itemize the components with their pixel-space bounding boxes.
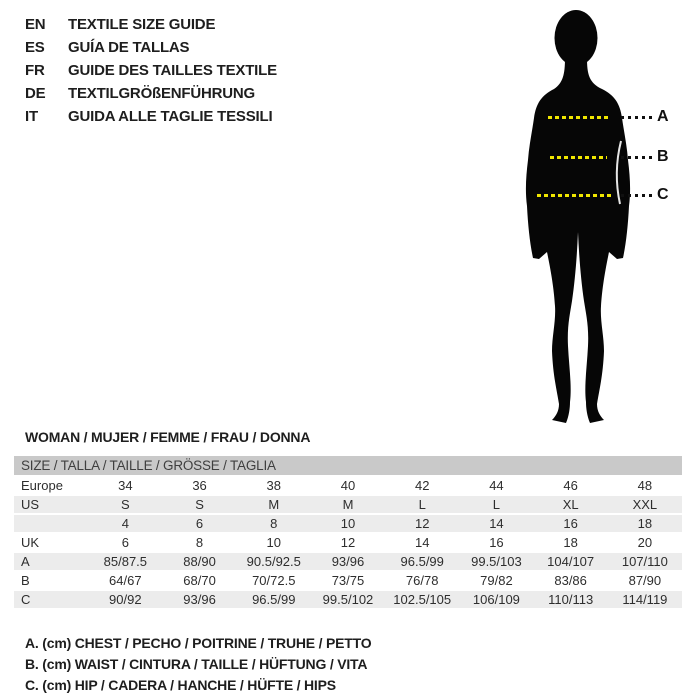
language-row bbox=[25, 13, 277, 36]
size-cell: 93/96 bbox=[311, 552, 385, 571]
size-cell: 14 bbox=[459, 514, 533, 533]
woman-silhouette-icon bbox=[492, 6, 662, 426]
size-cell: 106/109 bbox=[459, 590, 533, 609]
size-cell: 87/90 bbox=[608, 571, 682, 590]
language-code: ES bbox=[25, 39, 45, 56]
size-cell: 16 bbox=[459, 533, 533, 552]
language-row bbox=[25, 59, 277, 82]
size-cell: 10 bbox=[237, 533, 311, 552]
waist-line-label: B bbox=[657, 148, 669, 165]
table-row bbox=[14, 495, 682, 514]
size-cell: S bbox=[88, 495, 162, 514]
legend-line: B. (cm) WAIST / CINTURA / TAILLE / HÜFTUNG / VITA bbox=[25, 656, 368, 672]
size-cell: 40 bbox=[311, 476, 385, 495]
language-guide-title: GUIDA ALLE TAGLIE TESSILI bbox=[68, 108, 273, 125]
size-cell: 38 bbox=[237, 476, 311, 495]
row-label: C bbox=[14, 590, 88, 609]
chest-line-label: A bbox=[657, 108, 669, 125]
size-cell: XXL bbox=[608, 495, 682, 514]
size-cell: 70/72.5 bbox=[237, 571, 311, 590]
language-row bbox=[25, 36, 277, 59]
table-row bbox=[14, 590, 682, 609]
table-row bbox=[14, 552, 682, 571]
size-cell: 12 bbox=[311, 533, 385, 552]
table-row bbox=[14, 514, 682, 533]
language-row bbox=[25, 82, 277, 105]
size-cell: 42 bbox=[385, 476, 459, 495]
section-title-woman: WOMAN / MUJER / FEMME / FRAU / DONNA bbox=[25, 429, 311, 445]
size-cell: 6 bbox=[88, 533, 162, 552]
size-cell: 73/75 bbox=[311, 571, 385, 590]
row-label: US bbox=[14, 495, 88, 514]
size-table-body bbox=[14, 476, 682, 609]
woman-silhouette-figure bbox=[492, 6, 662, 426]
measurement-legend bbox=[25, 633, 371, 696]
size-cell: 90/92 bbox=[88, 590, 162, 609]
size-cell: 20 bbox=[608, 533, 682, 552]
size-cell: S bbox=[162, 495, 236, 514]
size-cell: XL bbox=[534, 495, 608, 514]
size-cell: 90.5/92.5 bbox=[237, 552, 311, 571]
size-cell: 46 bbox=[534, 476, 608, 495]
size-cell: 16 bbox=[534, 514, 608, 533]
size-cell: L bbox=[459, 495, 533, 514]
size-cell: 18 bbox=[608, 514, 682, 533]
chest-line-yellow bbox=[548, 116, 610, 119]
language-guide-title: TEXTILGRÖßENFÜHRUNG bbox=[68, 85, 256, 102]
size-cell: 114/119 bbox=[608, 590, 682, 609]
size-cell: 36 bbox=[162, 476, 236, 495]
size-cell: 96.5/99 bbox=[237, 590, 311, 609]
table-header: SIZE / TALLA / TAILLE / GRÖSSE / TAGLIA bbox=[14, 456, 682, 476]
size-cell: 76/78 bbox=[385, 571, 459, 590]
size-cell: 93/96 bbox=[162, 590, 236, 609]
table-row bbox=[14, 571, 682, 590]
size-cell: 44 bbox=[459, 476, 533, 495]
waist-line-black bbox=[621, 156, 652, 159]
size-cell: 10 bbox=[311, 514, 385, 533]
size-cell: 18 bbox=[534, 533, 608, 552]
language-code: FR bbox=[25, 62, 45, 79]
size-cell: 12 bbox=[385, 514, 459, 533]
table-header-row bbox=[14, 456, 682, 476]
size-cell: 99.5/102 bbox=[311, 590, 385, 609]
waist-line-yellow bbox=[550, 156, 607, 159]
size-cell: 68/70 bbox=[162, 571, 236, 590]
chest-line-black bbox=[621, 116, 653, 119]
legend-line: C. (cm) HIP / CADERA / HANCHE / HÜFTE / HIPS bbox=[25, 677, 336, 693]
size-cell: 4 bbox=[88, 514, 162, 533]
size-cell: 64/67 bbox=[88, 571, 162, 590]
size-cell: 8 bbox=[237, 514, 311, 533]
row-label: B bbox=[14, 571, 88, 590]
table-row bbox=[14, 533, 682, 552]
language-code: IT bbox=[25, 108, 38, 125]
size-cell: 88/90 bbox=[162, 552, 236, 571]
language-guide-title: GUÍA DE TALLAS bbox=[68, 39, 190, 56]
language-guide-title: TEXTILE SIZE GUIDE bbox=[68, 16, 216, 33]
language-code: EN bbox=[25, 16, 46, 33]
size-cell: 107/110 bbox=[608, 552, 682, 571]
size-cell: 79/82 bbox=[459, 571, 533, 590]
language-guide-title: GUIDE DES TAILLES TEXTILE bbox=[68, 62, 277, 79]
size-cell: L bbox=[385, 495, 459, 514]
row-label bbox=[14, 514, 88, 533]
size-cell: 14 bbox=[385, 533, 459, 552]
size-cell: 96.5/99 bbox=[385, 552, 459, 571]
language-list bbox=[25, 13, 277, 128]
hip-line-label: C bbox=[657, 186, 669, 203]
size-cell: 110/113 bbox=[534, 590, 608, 609]
hip-line-yellow bbox=[537, 194, 612, 197]
language-row bbox=[25, 105, 277, 128]
hip-line-black bbox=[621, 194, 653, 197]
size-cell: M bbox=[311, 495, 385, 514]
legend-line: A. (cm) CHEST / PECHO / POITRINE / TRUHE / PETTO bbox=[25, 635, 372, 651]
size-cell: 104/107 bbox=[534, 552, 608, 571]
table-row bbox=[14, 476, 682, 495]
size-table bbox=[14, 456, 682, 610]
size-cell: 6 bbox=[162, 514, 236, 533]
size-cell: 48 bbox=[608, 476, 682, 495]
size-cell: 83/86 bbox=[534, 571, 608, 590]
size-cell: 34 bbox=[88, 476, 162, 495]
size-cell: M bbox=[237, 495, 311, 514]
size-cell: 85/87.5 bbox=[88, 552, 162, 571]
row-label: Europe bbox=[14, 476, 88, 495]
size-cell: 8 bbox=[162, 533, 236, 552]
size-cell: 102.5/105 bbox=[385, 590, 459, 609]
row-label: A bbox=[14, 552, 88, 571]
size-cell: 99.5/103 bbox=[459, 552, 533, 571]
language-code: DE bbox=[25, 85, 46, 102]
row-label: UK bbox=[14, 533, 88, 552]
